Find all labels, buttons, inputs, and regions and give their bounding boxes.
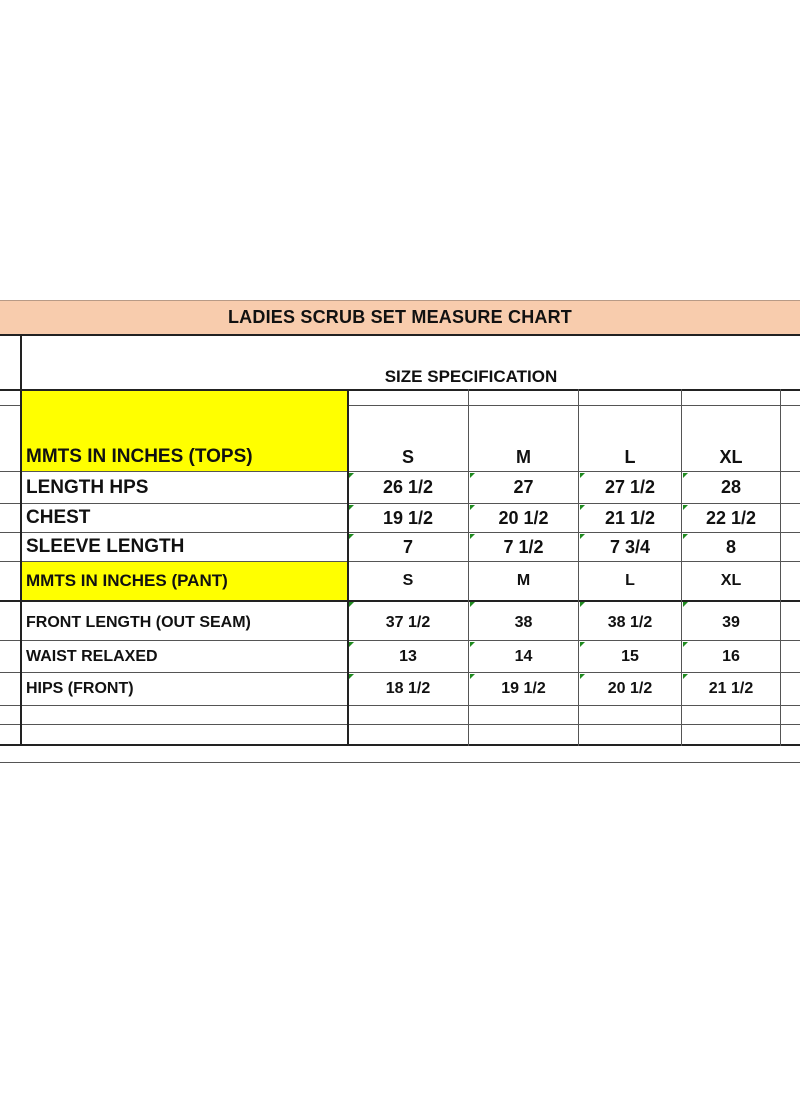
grid-line <box>0 405 22 406</box>
cell-marker <box>683 505 688 510</box>
cell-value: 18 1/2 <box>385 680 431 697</box>
cell-marker <box>349 505 354 510</box>
cell-marker <box>349 674 354 679</box>
pant-section-header: MMTS IN INCHES (PANT) <box>26 571 228 590</box>
pant-size-header-s: S <box>402 572 414 589</box>
grid-line <box>780 389 781 746</box>
cell-value: 7 <box>402 536 413 557</box>
cell-value: 22 1/2 <box>705 507 757 528</box>
grid-line <box>0 762 800 763</box>
row-label: FRONT LENGTH (OUT SEAM) <box>26 614 251 631</box>
cell-value: 39 <box>722 614 740 631</box>
cell-marker <box>683 642 688 647</box>
pant-size-header-m: M <box>516 572 531 589</box>
cell-marker <box>470 505 475 510</box>
grid-line <box>0 724 800 725</box>
cell-marker <box>580 505 585 510</box>
cell-value: 21 1/2 <box>708 680 754 697</box>
cell-marker <box>580 473 585 478</box>
row-label: CHEST <box>26 507 91 528</box>
size-specification-label: SIZE SPECIFICATION <box>384 367 558 386</box>
cell-marker <box>580 674 585 679</box>
cell-marker <box>470 534 475 539</box>
cell-value: 15 <box>621 647 639 665</box>
cell-marker <box>470 674 475 679</box>
grid-line <box>0 744 800 746</box>
cell-value: 16 <box>722 647 740 665</box>
row-label: HIPS (FRONT) <box>26 680 134 697</box>
cell-marker <box>349 473 354 478</box>
size-header-l: L <box>624 446 636 467</box>
cell-value: 13 <box>399 647 417 665</box>
cell-value: 38 1/2 <box>607 614 653 631</box>
grid-line <box>0 600 800 602</box>
cell-marker <box>580 534 585 539</box>
size-header-s: S <box>401 446 414 467</box>
cell-marker <box>349 642 354 647</box>
tops-section-header: MMTS IN INCHES (TOPS) <box>26 446 253 467</box>
cell-marker <box>580 602 585 607</box>
size-header-xl: XL <box>719 446 743 467</box>
grid-line <box>0 705 800 706</box>
cell-value: 21 1/2 <box>604 507 656 528</box>
pant-size-header-l: L <box>625 572 635 589</box>
cell-marker <box>683 473 688 478</box>
cell-value: 20 1/2 <box>498 507 549 528</box>
chart-title: LADIES SCRUB SET MEASURE CHART <box>0 300 800 336</box>
cell-marker <box>470 473 475 478</box>
cell-value: 14 <box>514 647 533 665</box>
cell-marker <box>470 602 475 607</box>
cell-marker <box>683 534 688 539</box>
cell-marker <box>470 642 475 647</box>
cell-value: 38 <box>514 614 533 631</box>
cell-value: 7 3/4 <box>609 536 651 557</box>
cell-value: 19 1/2 <box>382 507 434 528</box>
size-header-m: M <box>516 446 531 467</box>
cell-marker <box>683 602 688 607</box>
cell-marker <box>349 602 354 607</box>
cell-value: 28 <box>720 477 742 497</box>
row-label: WAIST RELAXED <box>26 647 158 665</box>
cell-value: 19 1/2 <box>501 680 546 697</box>
cell-value: 8 <box>725 536 736 557</box>
grid-line <box>348 405 800 406</box>
pant-size-header-xl: XL <box>720 572 742 589</box>
row-label: LENGTH HPS <box>26 476 149 498</box>
cell-value: 7 1/2 <box>503 536 544 557</box>
cell-value: 27 1/2 <box>604 477 656 497</box>
cell-value: 37 1/2 <box>385 614 431 631</box>
cell-marker <box>349 534 354 539</box>
cell-marker <box>683 674 688 679</box>
row-label: SLEEVE LENGTH <box>26 536 185 557</box>
cell-value: 27 <box>513 477 534 497</box>
cell-value: 26 1/2 <box>382 477 434 497</box>
cell-marker <box>580 642 585 647</box>
cell-value: 20 1/2 <box>607 680 653 697</box>
